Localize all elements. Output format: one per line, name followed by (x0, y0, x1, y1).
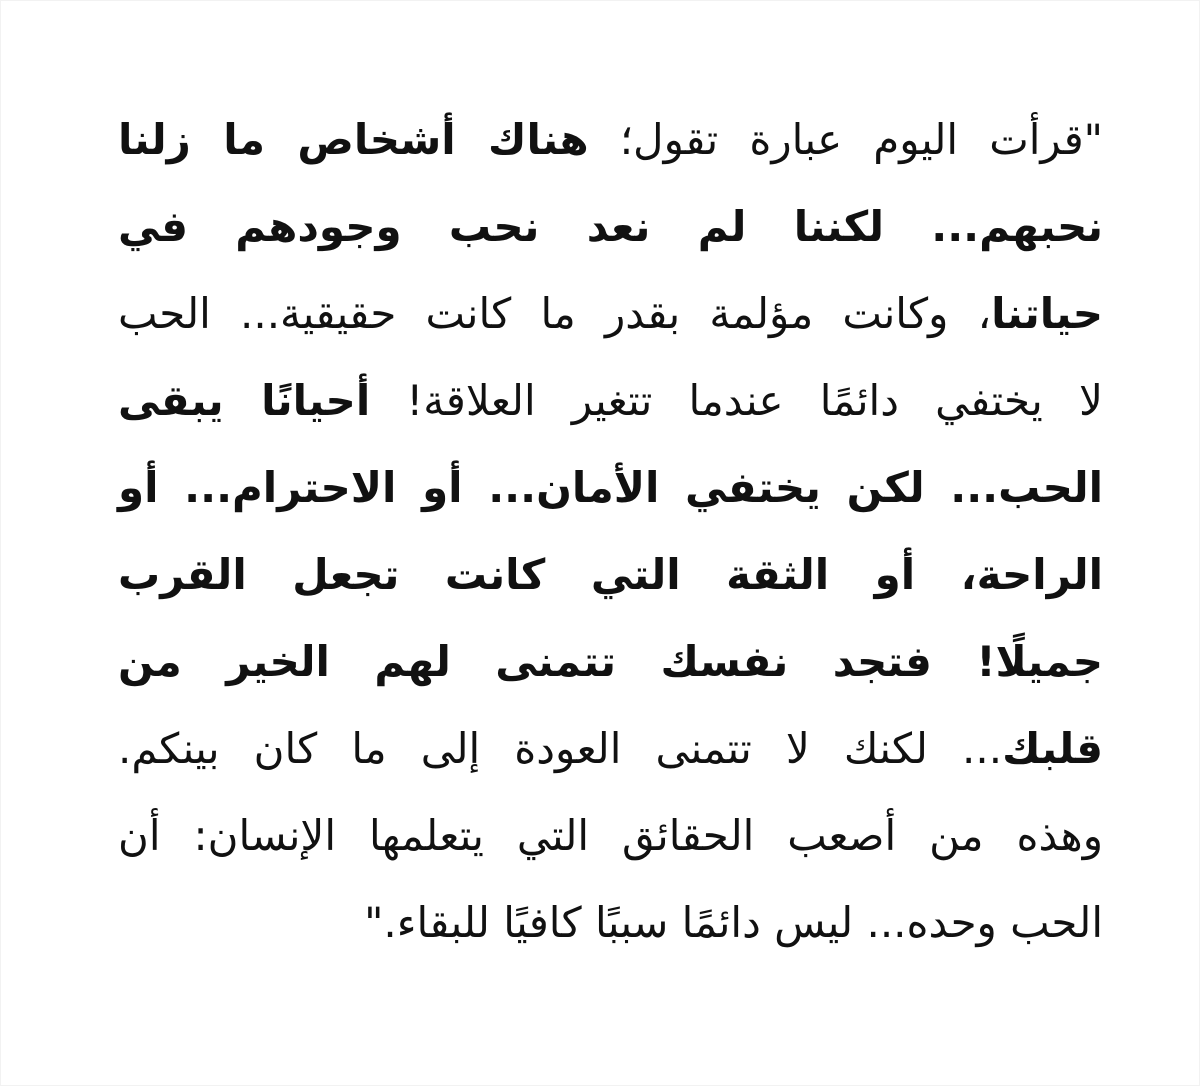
quote-line (118, 357, 1103, 444)
quote-segment-bold: حياتنا (991, 289, 1103, 338)
quote-line (118, 531, 1103, 618)
quote-text (118, 96, 1103, 966)
quote-line (118, 618, 1103, 705)
quote-segment: وهذه من أصعب الحقائق التي يتعلمها الإنسان: أن (118, 811, 1103, 860)
quote-line (118, 183, 1103, 270)
quote-segment: ، وكانت مؤلمة بقدر ما كانت حقيقية... الحب (118, 289, 992, 338)
quote-segment: "قرأت اليوم عبارة تقول؛ (588, 115, 1103, 164)
quote-line (118, 444, 1103, 531)
quote-line (118, 270, 1103, 357)
quote-segment-bold: هناك أشخاص ما زلنا (118, 115, 589, 164)
quote-segment-bold: الراحة، أو الثقة التي كانت تجعل القرب (118, 550, 1103, 599)
quote-segment: لا يختفي دائمًا عندما تتغير العلاقة! (370, 376, 1103, 425)
quote-segment: الحب وحده... ليس دائمًا سببًا كافيًا للبقاء." (364, 898, 1103, 947)
quote-segment: ... لكنك لا تتمنى العودة إلى ما كان بينكم. (118, 724, 1003, 773)
quote-line (118, 879, 1103, 966)
quote-segment-bold: الحب... لكن يختفي الأمان... أو الاحترام... أو (118, 463, 1103, 512)
quote-segment-bold: نحبهم... لكننا لم نعد نحب وجودهم في (118, 202, 1103, 251)
quote-line (118, 705, 1103, 792)
quote-segment-bold: أحيانًا يبقى (118, 376, 371, 425)
quote-segment-bold: جميلًا! فتجد نفسك تتمنى لهم الخير من (118, 637, 1103, 686)
quote-segment-bold: قلبك (1002, 724, 1103, 773)
quote-line (118, 792, 1103, 879)
quote-line (118, 96, 1103, 183)
